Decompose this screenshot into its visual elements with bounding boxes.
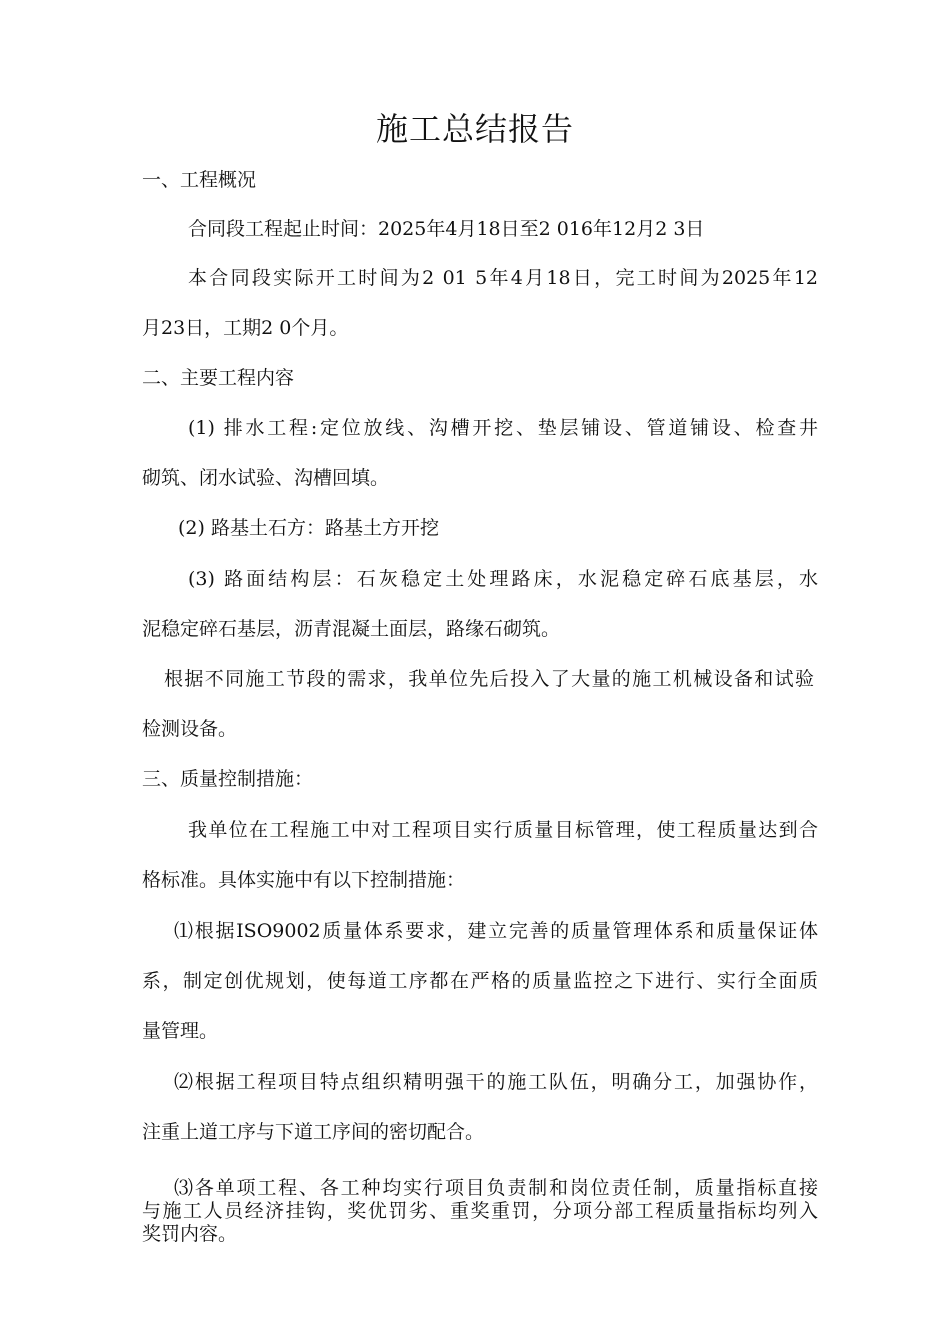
- section-heading-overview: 一、工程概况: [142, 169, 257, 191]
- paragraph-line: 格标准。具体实施中有以下控制措施：: [142, 869, 466, 891]
- list-item-line: 泥稳定碎石基层，沥青混凝土面层，路缘石砌筑。: [142, 618, 561, 640]
- paragraph-line: 本合同段实际开工时间为2 01 5年4月18日，完工时间为2025年12: [188, 267, 818, 289]
- measure-line: 量管理。: [142, 1020, 219, 1042]
- paragraph-line: 检测设备。: [142, 718, 238, 740]
- paragraph-line: 合同段工程起止时间：2025年4月18日至2 016年12月2 3日: [188, 218, 705, 240]
- paragraph-line: 我单位在工程施工中对工程项目实行质量目标管理，使工程质量达到合: [188, 819, 818, 841]
- measure-line: ⑴根据ISO9002质量体系要求，建立完善的质量管理体系和质量保证体: [174, 920, 818, 942]
- measure-line: ⑶各单项工程、各工种均实行项目负责制和岗位责任制，质量指标直接: [174, 1177, 818, 1199]
- measure-line: 系，制定创优规划，使每道工序都在严格的质量监控之下进行、实行全面质: [142, 970, 818, 992]
- paragraph-line: 根据不同施工节段的需求，我单位先后投入了大量的施工机械设备和试验: [164, 668, 814, 690]
- section-heading-quality: 三、质量控制措施：: [142, 768, 314, 790]
- section-heading-main-works: 二、主要工程内容: [142, 367, 295, 389]
- measure-line: 与施工人员经济挂钩，奖优罚劣、重奖重罚，分项分部工程质量指标均列入: [142, 1200, 818, 1222]
- measure-line: 注重上道工序与下道工序间的密切配合。: [142, 1121, 485, 1143]
- list-item-line: (2) 路基土石方：路基土方开挖: [178, 517, 439, 539]
- paragraph-line: 月23日，工期2 0个月。: [142, 317, 349, 339]
- list-item-line: 砌筑、闭水试验、沟槽回填。: [142, 467, 390, 489]
- measure-line: 奖罚内容。: [142, 1223, 238, 1245]
- measure-line: ⑵根据工程项目特点组织精明强干的施工队伍，明确分工，加强协作，: [174, 1071, 818, 1093]
- list-item-line: (1) 排水工程:定位放线、沟槽开挖、垫层铺设、管道铺设、检查井: [188, 417, 818, 439]
- list-item-line: (3) 路面结构层：石灰稳定土处理路床，水泥稳定碎石底基层，水: [188, 568, 818, 590]
- document-title: 施工总结报告: [375, 110, 574, 148]
